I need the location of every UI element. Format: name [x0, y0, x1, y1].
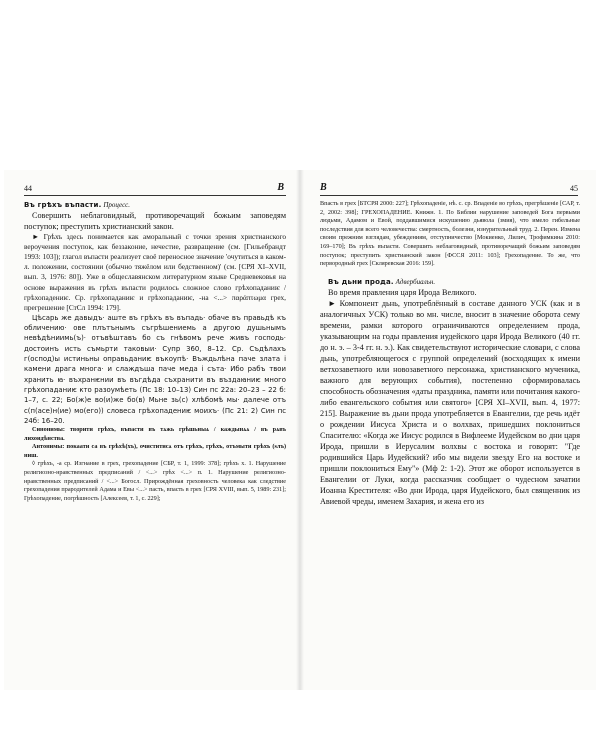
entry-headword-line — [24, 200, 286, 210]
left-column — [24, 200, 286, 503]
entry-commentary: ► Компонент дьнь, употреблённый в составе данного УСК (как и в аналогичных УСК) только во мн. числе, вносит в значение оборота сему времени, рамки которого ограничиваются определением прода, указывающим на годы правления иудейского царя Ирода Великого (40 гг. до н. э. – 3-4 гг. н. э.). Как свидетельствуют исторические словари, с слова дьнь, употребляющегося с группой определений (восходящих к имени ветхозаветного или новозаветного персонажа, христианского мученика, важного для верующих события), постепенно сформировалась способность обозначения «даты праздника, памяти или почитания какого-либо евангельского события или святого» [СРЯ XI–XVII, вып. 4, 1977: 215]. Выражение въ дьни прода употребляется в Евангелии, где речь идёт о рождении Иисуса Христа и о волхвах, пришедших поклониться Спасителю: «Когда же Иисус родился в Вифлееме Иудейском во дни царя Ирода, пришли в Иерусалим волхвы с востока и говорят: "Где родившийся Царь Иудейский? ибо мы видели звезду Его на востоке и пришли поклониться Ему"» (Мф 2: 1-2). Этот же оборот используется в Евангелии от Луки, когда рассказчик сообщает о чудесном зачатии Иоанна Крестителя: «Во дни Ирода, царя Иудейского, был священник из Авиевой чреды, именем Захария, и жена его из — [320, 298, 580, 506]
page-number-right: 45 — [570, 184, 578, 193]
entry-commentary: ► Грѣхъ здесь понимается как аморальный с точки зрения христианского вероучения поступок, как беззаконие, нечестие, развращение (см. [Гильебрандт 1993: 103]); глагол въпасти реализует своё переносное значение 'очутиться в каком-л. положении, состоянии (обычно тяжёлом или бедственном)' (см. [СРЯ XI–XVII, вып. 3, 1976: 80]). Уже в общеславянском литературном языке Средневековья на основе выражения въ грѣхъ въпасти родилось сложное слово грѣхопаданиѥ / грѣхопадениѥ. Ср. грѣхопаданиѥ и грѣхопаданиѥ, -на <...> παράπτωμα грех, прегрешение [СтСл 1994: 179]. — [24, 232, 286, 312]
book-gutter — [296, 170, 304, 690]
entry-headword: Въ дьни прода. — [328, 277, 394, 286]
entry-definition: Совершить неблаговидный, противоречащий божьим заповедям поступок; преступить христианский закон. — [24, 211, 286, 232]
entry-antonyms: Антонимы: покаати са въ грѣхѣ(хъ), очиститисѧ отъ грѣхъ, грѣхъ, отъмыти грѣхъ (ѕлъ) ниш. — [24, 443, 286, 459]
header-rule-left — [24, 195, 286, 196]
entry-synonyms: Синонимы: творити грѣхъ, въпасти въ тѧжь грѣшьныѧ / каждынѧѧ / въ рѧвъ лихоидѣнства. — [24, 426, 286, 442]
entry-separator — [320, 269, 580, 277]
page-number-left: 44 — [24, 184, 32, 193]
entry-grammar-label: Процесс. — [103, 201, 131, 209]
running-header-letter-left: В — [277, 182, 284, 193]
entry-grammar-label: Адвербиальн. — [395, 277, 436, 286]
running-header-letter-right: В — [320, 182, 327, 193]
book-spread — [4, 170, 596, 690]
entry-continuation: Впасть в грех [БТСРЯ 2000: 227]; Грѣхопаденіе, нѣ. с. ср. Впаденіе во грѣхъ, прегрѣшеніе [САР, т. 2, 2002: 398]; ГРЕХОПАДЕНИЕ. Книжн. 1. По Библии нарушение заповедей Бога первыми людьми, Адамом и Евой, поддавшимися искушению дьявола (змия), что имело гибельные последствия для всего человечества: смертность, болезни, изнурительный труд. 2. Перен. Измена своим прежним взглядам, убеждениям, отступничество [Мокиенко, Лилич, Трофимкина 2010: 169–170]; Въ грѣхъ въпасти. Совершить неблаговидный, противоречащий божьим заповедям поступок; преступить христианский закон [ФССЯ 2011: 103]; Грехопадение. То же, что первородный грех [Скляревская 2016: 159]. — [320, 200, 580, 268]
header-rule-right — [320, 195, 578, 196]
entry-quotation: Цѣсарь же давыдъ· аште въ грѣхъ въ въпадь· обаче въ правьдѣ къ обличению· ове плътънымъ съгрѣшениемь а другою душьнымъ невѣдѣниимь(ъ)· отъвѣштавъ бо съ гнѣвомъ рече живъ господь· достоинъ исть съмьрти таковыи· Супр 360, 8–12. Ср. Съдѣлахъ г(оспод)ы истиньны оправьданиѥ въкоупѣ· Въждьлѣна паче злата і камени драга многа· и слаждъша паче меда і съта· Ибо рабъ твои хранить ꙗ· въхранѥнии въ въгдѣда съхранити въ въздаꙗниѥ много грѣхопаданиѥ кто разоумѣеть (Пс 18: 10–13) Син пс 22а: 20–23 – 22 б: 1–7, с. 22; Бо(ж)е во(и)же бо(в) Мьне зь(с) хлѣбомѣ мы· далече отъ с(п(асе)н(ие) мо(его)) словеса грѣхопадениѥ моихъ· (Пс 21: 2) Син пс 24б: 16–20. — [24, 313, 286, 425]
entry-headword-line — [320, 277, 580, 287]
entry-headword: Въ грѣхъ въпасти. — [24, 201, 102, 209]
entry-definition: Во время правления царя Ирода Великого. — [328, 287, 477, 297]
left-page — [4, 170, 300, 690]
right-page — [300, 170, 596, 690]
entry-etymology: ◊ грѣхъ, -а ср. Изгнание в грех, грехопадение [СБР, т. 1, 1999: 378]; грѣхъ х. 1. Нарушение религиозно-нравственных предписаний / <...> грѣх <...> п. 1. Нарушение религиозно-нравственных предписаний / <...> Богосл. Прирождённая греховность человека как следствие грехопадения прародителей Адама и Евы <...> пасть, впасть в грех [СРЯ XVIII, вып. 5, 1989: 231]; Грѣхопадение, погрѣшность [Алексеев, т. 1, с. 229]; — [24, 460, 286, 502]
right-column — [320, 200, 580, 507]
